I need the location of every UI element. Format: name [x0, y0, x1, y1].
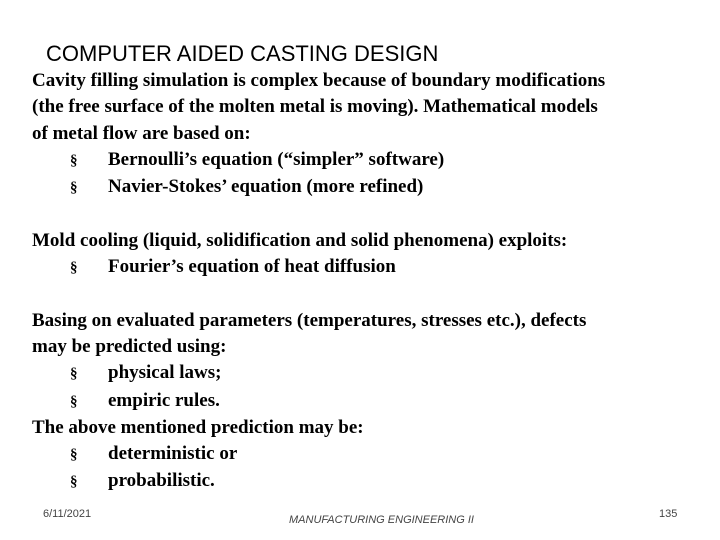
section-bullet-icon: § — [70, 152, 78, 169]
bullet-text: Bernoulli’s equation (“simpler” software) — [108, 148, 445, 170]
bullet-item — [32, 174, 700, 201]
text-line: may be predicted using: — [32, 335, 227, 357]
text-line: (the free surface of the molten metal is moving). Mathematical models — [32, 96, 598, 118]
spacer — [32, 281, 700, 307]
bullet-item — [32, 254, 700, 281]
bullet-text: physical laws; — [108, 362, 222, 384]
bullet-text: Navier-Stokes’ equation (more refined) — [108, 176, 424, 198]
footer-course-title: MANUFACTURING ENGINEERING II — [289, 514, 474, 526]
bullet-item — [32, 360, 700, 387]
text-line: The above mentioned prediction may be: — [32, 416, 364, 438]
paragraph-defect-prediction — [32, 308, 700, 496]
paragraph-cavity-filling — [32, 68, 700, 201]
section-bullet-icon: § — [70, 447, 78, 464]
text-line: Mold cooling (liquid, solidification and solid phenomena) exploits: — [32, 229, 568, 251]
text-line: Cavity filling simulation is complex because of boundary modifications — [32, 70, 606, 91]
bullet-item — [32, 147, 700, 174]
text-line: Basing on evaluated parameters (temperatures, stresses etc.), defects — [32, 309, 587, 331]
text-line: of metal flow are based on: — [32, 122, 251, 144]
section-bullet-icon: § — [70, 260, 78, 277]
bullet-item — [32, 441, 700, 468]
footer-page-number: 135 — [659, 508, 678, 520]
paragraph-mold-cooling — [32, 228, 700, 282]
bullet-text: deterministic or — [108, 443, 238, 465]
section-bullet-icon: § — [70, 393, 78, 410]
bullet-text: empiric rules. — [108, 389, 220, 411]
footer-date: 6/11/2021 — [43, 508, 92, 520]
slide-title: COMPUTER AIDED CASTING DESIGN — [46, 41, 439, 66]
spacer — [32, 201, 700, 227]
slide-body — [32, 68, 700, 496]
bullet-text: probabilistic. — [108, 470, 215, 492]
bullet-text: Fourier’s equation of heat diffusion — [108, 256, 396, 278]
section-bullet-icon: § — [70, 366, 78, 383]
bullet-item — [32, 468, 700, 495]
section-bullet-icon: § — [70, 180, 78, 197]
section-bullet-icon: § — [70, 474, 78, 491]
bullet-item — [32, 388, 700, 415]
